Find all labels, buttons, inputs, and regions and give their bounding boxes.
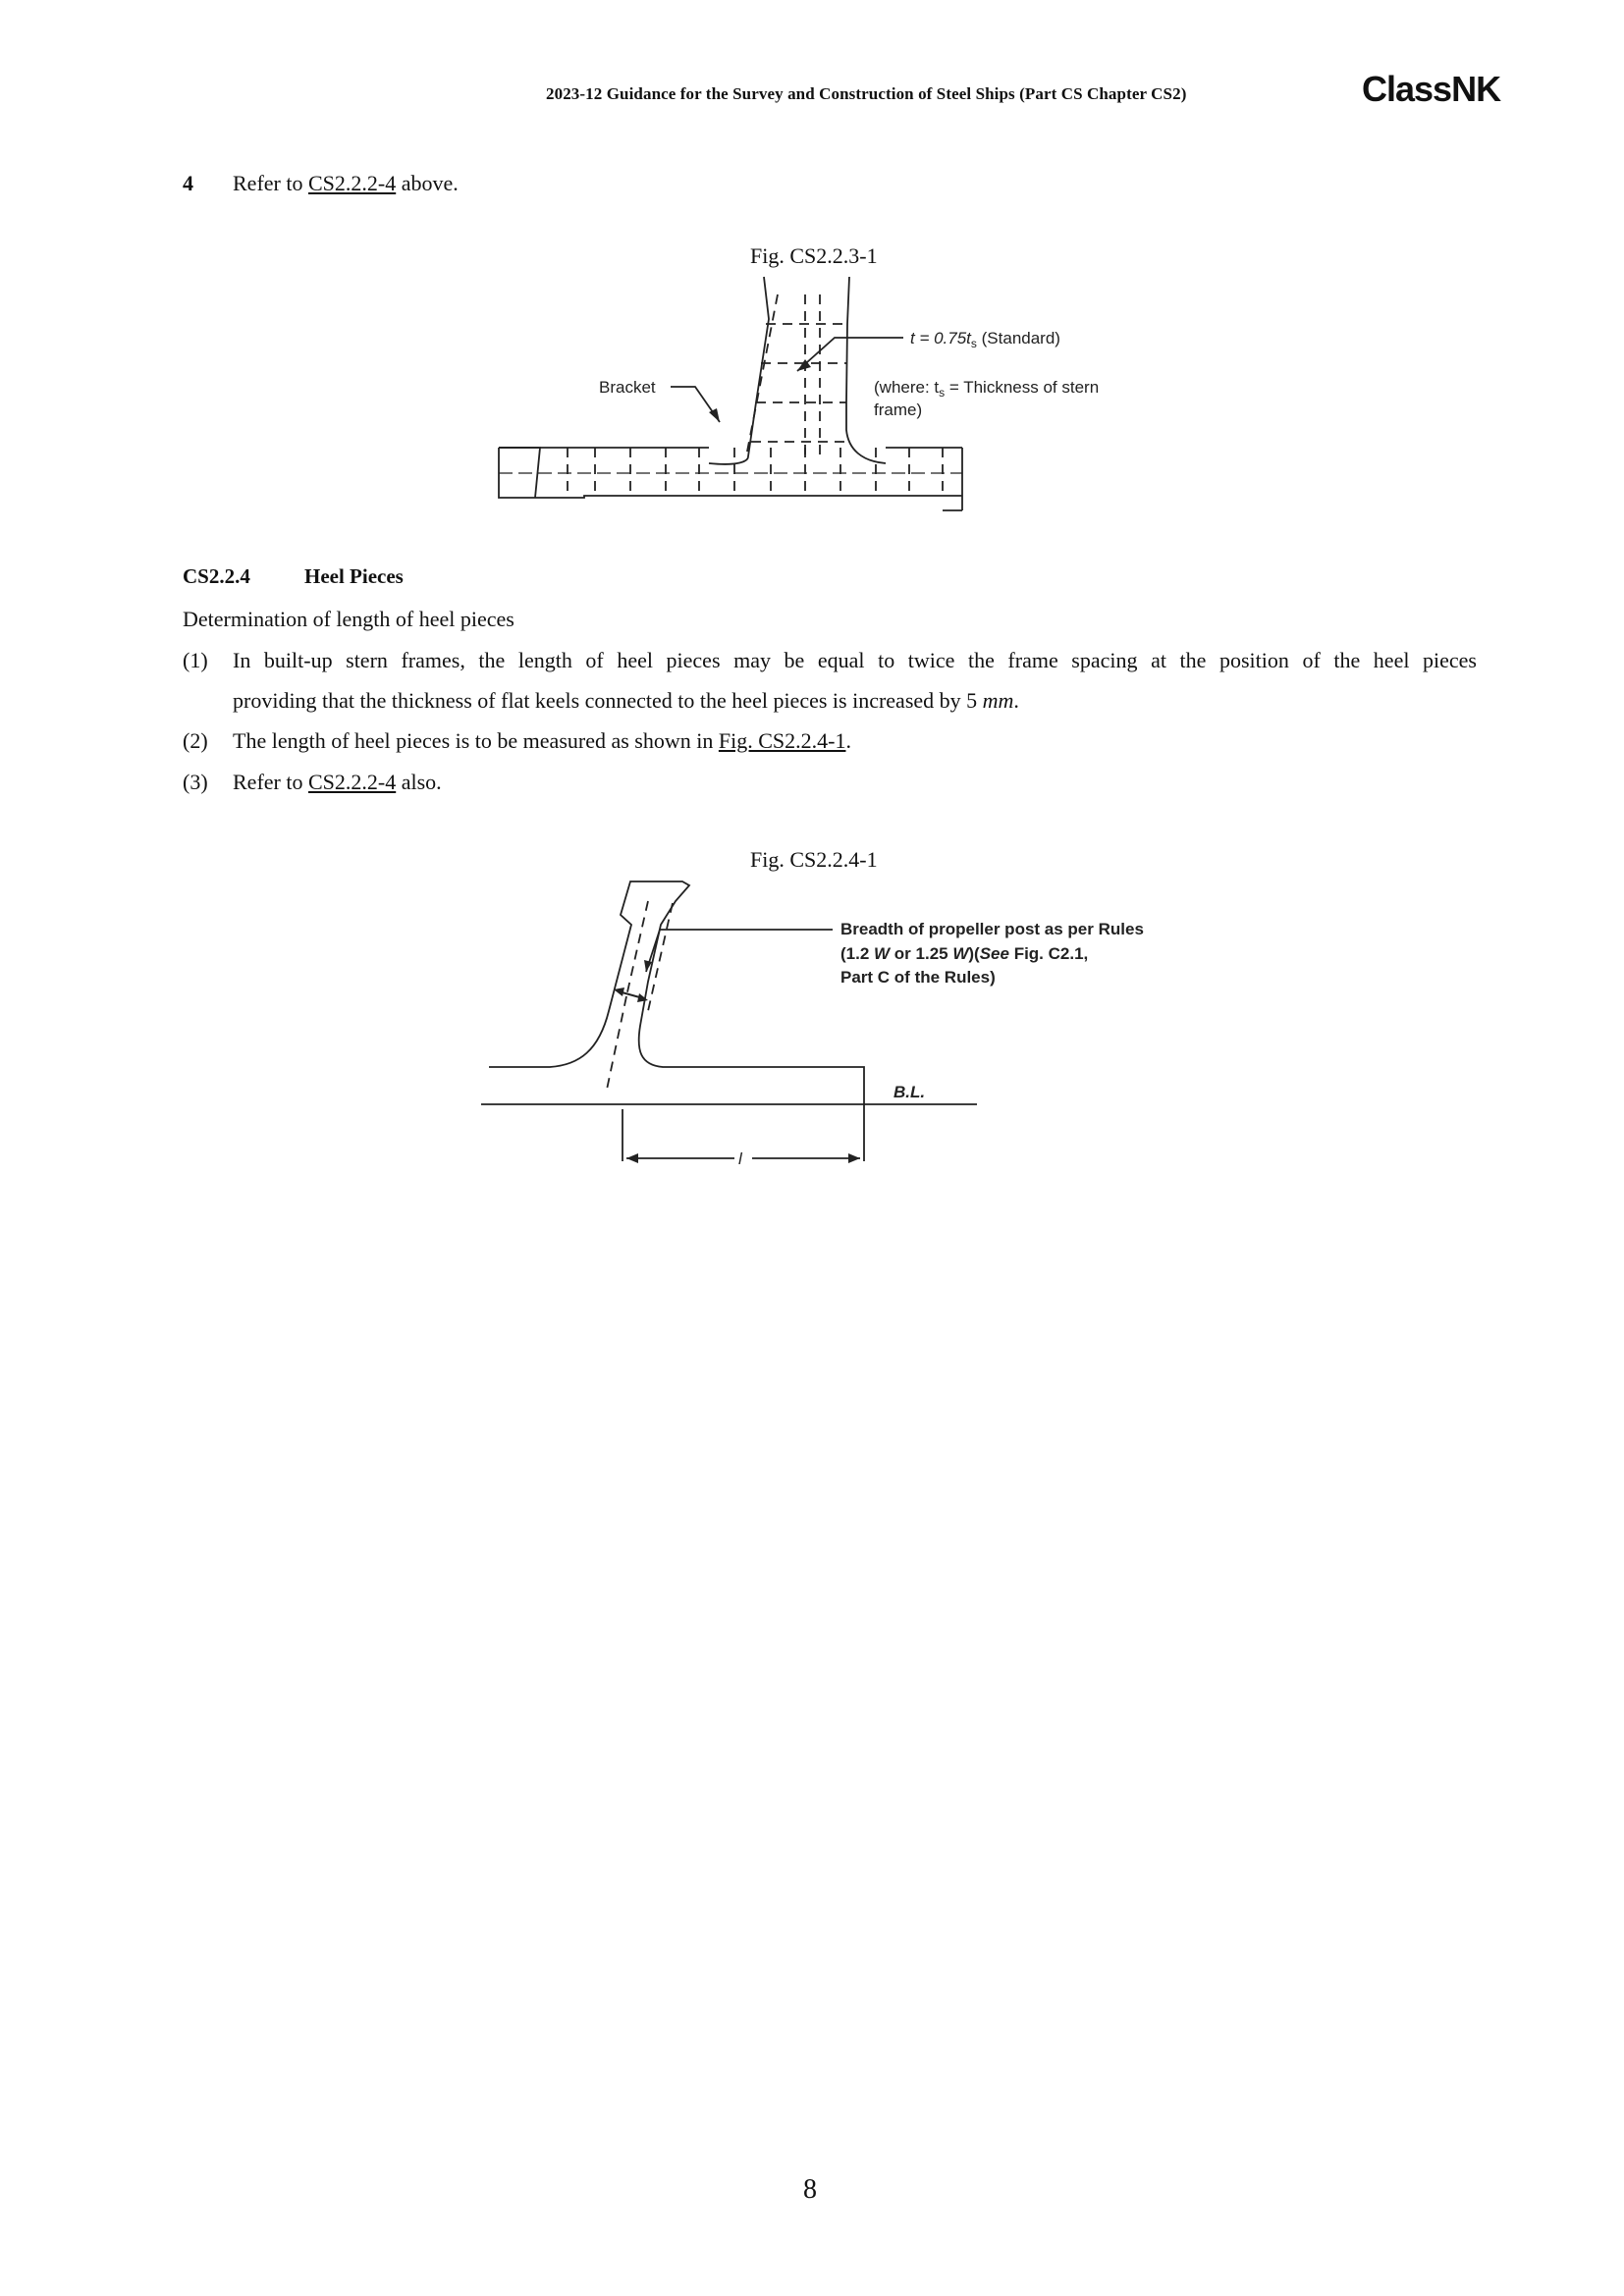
section-number: CS2.2.4 [183, 564, 250, 588]
section-title: Heel Pieces [304, 564, 404, 588]
item-3-number: (3) [183, 770, 208, 794]
page-number: 8 [803, 2174, 817, 2205]
running-header: 2023-12 Guidance for the Survey and Construction of Steel Ships (Part CS Chapter CS2) [546, 84, 1187, 103]
fig1-label-where: (where: $t_s$ = Thickness of stern [874, 378, 1100, 400]
classnk-logo: ClassNK [1362, 69, 1501, 109]
fig2-label-values: (1.2 W or 1.25 W)(See Fig. C2.1, [840, 944, 1089, 963]
item-1-number: (1) [183, 648, 208, 672]
link-fig-cs2-2-4-1[interactable]: Fig. CS2.2.4-1 [718, 728, 846, 753]
item-1-line2: providing that the thickness of flat keels connected to the heel pieces is increased by 5 mm. [233, 688, 1019, 713]
fig2-label-breadth: Breadth of propeller post as per Rules [840, 920, 1144, 938]
section-intro: Determination of length of heel pieces [183, 607, 514, 631]
fig2-heel-piece-diagram [471, 864, 1178, 1178]
para-4-number: 4 [183, 171, 193, 195]
fig1-caption: Fig. CS2.2.3-1 [750, 243, 878, 268]
fig1-label-thickness: $t = 0.75t_s$ (Standard) [910, 329, 1060, 350]
fig2-caption: Fig. CS2.2.4-1 [750, 847, 878, 872]
fig2-label-part: Part C of the Rules) [840, 968, 996, 987]
link-cs2-2-2-4-also[interactable]: CS2.2.2-4 [307, 770, 397, 794]
fig1-label-bracket: Bracket [599, 378, 656, 397]
item-3-text: Refer to CS2.2.2-4 also. [233, 770, 442, 794]
fig2-label-l: l [738, 1149, 742, 1168]
item-2-text: The length of heel pieces is to be measured as shown in Fig. CS2.2.4-1. [233, 728, 851, 753]
item-2-number: (2) [183, 728, 208, 753]
fig2-label-bl: B.L. [893, 1083, 926, 1101]
fig1-label-frame: frame) [874, 400, 923, 419]
para-4-text: Refer to CS2.2.2-4 above. [233, 171, 459, 195]
fig1-stern-frame-diagram [481, 265, 1168, 520]
link-cs2-2-2-4[interactable]: CS2.2.2-4 [307, 171, 397, 195]
item-1-line1: In built-up stern frames, the length of heel pieces may be equal to twice the frame spacing at the position of the heel pieces [233, 648, 1477, 672]
